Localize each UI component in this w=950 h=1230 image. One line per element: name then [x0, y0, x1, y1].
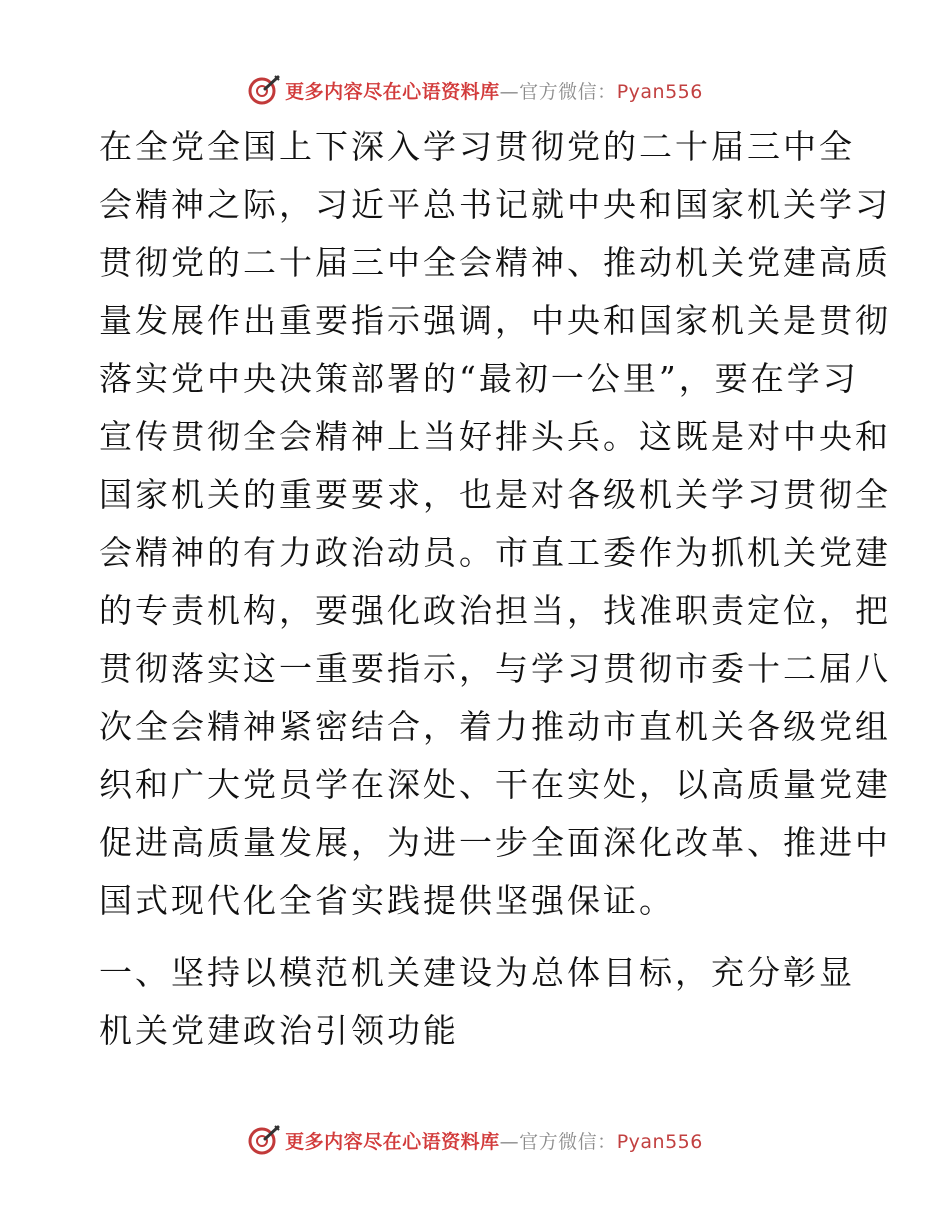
- text-line: 量发展作出重要指示强调，中央和国家机关是贯彻: [99, 301, 891, 340]
- text-line: 国式现代化全省实践提供坚强保证。: [99, 881, 675, 920]
- section-heading-1: [99, 944, 855, 1060]
- watermark-header: [0, 70, 950, 110]
- watermark-footer: [0, 1120, 950, 1160]
- text-line: 在全党全国上下深入学习贯彻党的二十届三中全: [99, 127, 855, 166]
- text-line: 会精神之际，习近平总书记就中央和国家机关学习: [99, 185, 891, 224]
- text-line: 贯彻落实这一重要指示，与学习贯彻市委十二届八: [99, 649, 891, 688]
- text-line: 的专责机构，要强化政治担当，找准职责定位，把: [99, 591, 891, 630]
- watermark-dash: —: [499, 80, 520, 103]
- brand-logo-icon: [247, 73, 281, 107]
- watermark-brand: 更多内容尽在心语资料库: [285, 80, 500, 103]
- text-line: 宣传贯彻全会精神上当好排头兵。这既是对中央和: [99, 417, 891, 456]
- text-line: 落实党中央决策部署的“最初一公里”，要在学习: [99, 359, 859, 398]
- text-line: 促进高质量发展，为进一步全面深化改革、推进中: [99, 823, 891, 862]
- watermark-official-label: 官方微信：: [519, 80, 617, 103]
- text-line: 织和广大党员学在深处、干在实处，以高质量党建: [99, 765, 891, 804]
- text-line: 次全会精神紧密结合，着力推动市直机关各级党组: [99, 707, 891, 746]
- text-line: 国家机关的重要要求，也是对各级机关学习贯彻全: [99, 475, 891, 514]
- heading-line: 一、坚持以模范机关建设为总体目标，充分彰显: [99, 953, 855, 992]
- paragraph-intro: [99, 118, 891, 930]
- heading-line: 机关党建政治引领功能: [99, 1011, 459, 1050]
- watermark-dash: —: [499, 1130, 520, 1153]
- watermark-wechat-id: Pyan556: [616, 80, 703, 103]
- brand-logo-icon: [247, 1123, 281, 1157]
- paragraph-spacer: [99, 930, 849, 944]
- watermark-official-label: 官方微信：: [519, 1130, 617, 1153]
- text-line: 贯彻党的二十届三中全会精神、推动机关党建高质: [99, 243, 891, 282]
- watermark-wechat-id: Pyan556: [616, 1130, 703, 1153]
- text-line: 会精神的有力政治动员。市直工委作为抓机关党建: [99, 533, 891, 572]
- watermark-brand: 更多内容尽在心语资料库: [285, 1130, 500, 1153]
- document-body: [99, 118, 891, 1060]
